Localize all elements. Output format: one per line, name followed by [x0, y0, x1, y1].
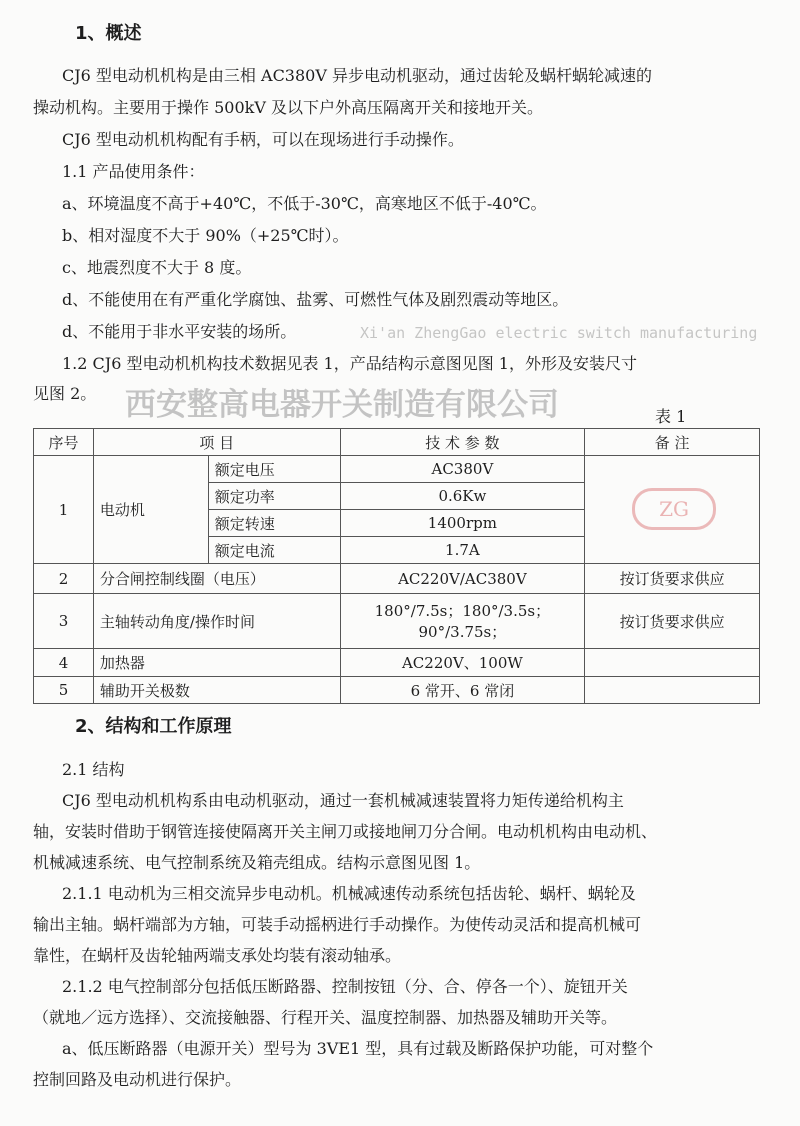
header-cell: 项 目 — [93, 429, 340, 456]
paragraph: 控制回路及电动机进行保护。 — [33, 1070, 242, 1089]
paragraph: 1.2 CJ6 型电动机机构技术数据见表 1，产品结构示意图见图 1，外形及安装尺寸 — [62, 354, 637, 373]
watermark-english: Xi'an ZhengGao electric switch manufacturing — [360, 324, 758, 342]
section-2-heading: 2、结构和工作原理 — [75, 716, 232, 737]
note-cell — [585, 649, 760, 677]
subitem-cell: 额定电压 — [208, 456, 340, 483]
paragraph: CJ6 型电动机机构是由三相 AC380V 异步电动机驱动，通过齿轮及蜗杆蜗轮减速的 — [62, 66, 652, 85]
table-row — [34, 677, 760, 704]
subheading-2-1: 2.1 结构 — [62, 760, 125, 779]
section-1-heading: 1、概述 — [75, 23, 142, 44]
subitem-cell: 额定电流 — [208, 537, 340, 564]
condition-item: d、不能使用在有严重化学腐蚀、盐雾、可燃性气体及剧烈震动等地区。 — [62, 290, 569, 309]
paragraph: 机械减速系统、电气控制系统及箱壳组成。结构示意图见图 1。 — [33, 853, 481, 872]
item-cell: 主轴转动角度/操作时间 — [93, 594, 340, 649]
paragraph: 操动机构。主要用于操作 500kV 及以下户外高压隔离开关和接地开关。 — [33, 98, 543, 117]
table-row — [34, 594, 760, 649]
subitem-cell: 额定转速 — [208, 510, 340, 537]
item-cell: 分合闸控制线圈（电压） — [93, 564, 340, 594]
item-cell: 加热器 — [93, 649, 340, 677]
value-cell — [340, 594, 585, 649]
subheading-1-1: 1.1 产品使用条件： — [62, 162, 205, 181]
header-cell: 备 注 — [585, 429, 760, 456]
header-cell: 序号 — [34, 429, 94, 456]
paragraph: 靠性，在蜗杆及齿轮轴两端支承处均装有滚动轴承。 — [33, 946, 402, 965]
condition-item: d、不能用于非水平安装的场所。 — [62, 322, 297, 341]
header-cell: 技 术 参 数 — [340, 429, 585, 456]
table-header-row — [34, 429, 760, 456]
table-row — [34, 456, 760, 483]
value-line: 90°/3.75s； — [418, 623, 507, 641]
note-cell: 按订货要求供应 — [585, 564, 760, 594]
item-cell: 电动机 — [93, 456, 208, 564]
paragraph: 见图 2。 — [33, 384, 97, 403]
row-number: 5 — [34, 677, 94, 704]
value-cell: 1.7A — [340, 537, 585, 564]
note-cell — [585, 677, 760, 704]
value-cell: 6 常开、6 常闭 — [340, 677, 585, 704]
condition-item: b、相对湿度不大于 90%（+25℃时）。 — [62, 226, 349, 245]
watermark-text: 西安整高电器开关制造有限公司 — [125, 387, 559, 423]
paragraph: 输出主轴。蜗杆端部为方轴，可装手动摇柄进行手动操作。为使传动灵活和提高机械可 — [33, 915, 642, 934]
paragraph: CJ6 型电动机机构配有手柄，可以在现场进行手动操作。 — [62, 130, 464, 149]
condition-item: c、地震烈度不大于 8 度。 — [62, 258, 252, 277]
value-cell: AC220V、100W — [340, 649, 585, 677]
row-number: 2 — [34, 564, 94, 594]
value-cell: AC380V — [340, 456, 585, 483]
paragraph: （就地／远方选择）、交流接触器、行程开关、温度控制器、加热器及辅助开关等。 — [33, 1008, 618, 1027]
watermark-logo: ZG — [632, 488, 716, 530]
note-cell: 按订货要求供应 — [585, 594, 760, 649]
table-row — [34, 649, 760, 677]
row-number: 4 — [34, 649, 94, 677]
table-row — [34, 564, 760, 594]
value-cell: 0.6Kw — [340, 483, 585, 510]
condition-item: a、环境温度不高于+40℃，不低于-30℃，高寒地区不低于-40℃。 — [62, 194, 547, 213]
row-number: 1 — [34, 456, 94, 564]
subitem-cell: 额定功率 — [208, 483, 340, 510]
row-number: 3 — [34, 594, 94, 649]
value-cell: 1400rpm — [340, 510, 585, 537]
table-caption: 表 1 — [655, 407, 687, 426]
paragraph: a、低压断路器（电源开关）型号为 3VE1 型，具有过载及断路保护功能，可对整个 — [62, 1039, 654, 1058]
paragraph: CJ6 型电动机机构系由电动机驱动，通过一套机械减速装置将力矩传递给机构主 — [62, 791, 624, 810]
value-line: 180°/7.5s；180°/3.5s； — [374, 602, 551, 620]
value-cell: AC220V/AC380V — [340, 564, 585, 594]
paragraph: 2.1.2 电气控制部分包括低压断路器、控制按钮（分、合、停各一个）、旋钮开关 — [62, 977, 628, 996]
paragraph: 轴，安装时借助于钢管连接使隔离开关主闸刀或接地闸刀分合闸。电动机机构由电动机、 — [33, 822, 658, 841]
tech-data-table — [33, 428, 760, 704]
item-cell: 辅助开关极数 — [93, 677, 340, 704]
paragraph: 2.1.1 电动机为三相交流异步电动机。机械减速传动系统包括齿轮、蜗杆、蜗轮及 — [62, 884, 636, 903]
